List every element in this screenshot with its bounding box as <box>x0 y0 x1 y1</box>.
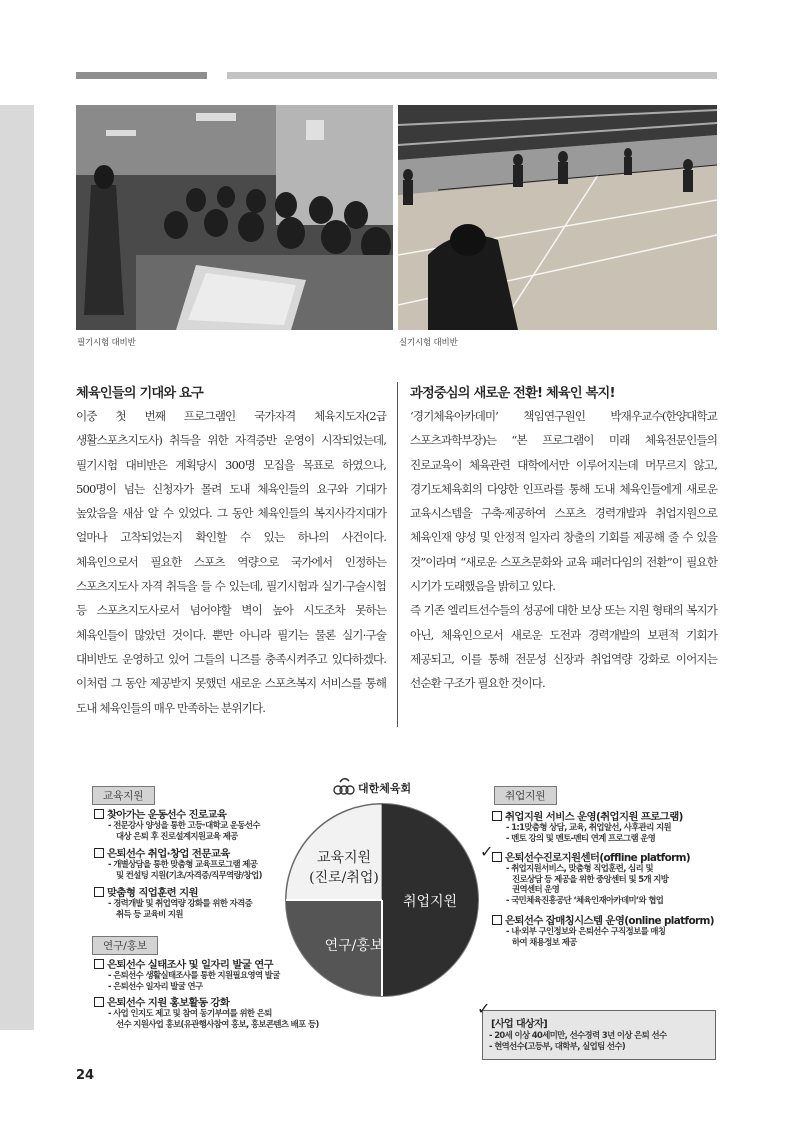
page-number: 24 <box>76 1068 95 1083</box>
target-box <box>477 999 716 1060</box>
education-item-3-sub: - 경력개발 및 취업역량 강화를 위한 자격증 취득 등 교육비 지원 <box>108 898 253 919</box>
research-tag: 연구/홍보 <box>92 936 158 955</box>
gym-photo <box>398 105 717 330</box>
checkbox-icon <box>492 811 502 821</box>
left-article-heading: 체육인들의 기대와 요구 <box>76 386 203 401</box>
right-article-body-2: 즉 기존 엘리트선수들의 성공에 대한 보상 또는 지원 형태의 복지가 아닌, 체육인으로서 새로운 도전과 경력개발의 보편적 기회가 제공되고, 이를 통해 전문성 신장과 취업역량 강화로 이어지는 선순환 구조가 필요한 것이다. <box>410 603 717 691</box>
education-item-3: 맞춤형 직업훈련 지원 <box>94 884 198 899</box>
check-mark-icon: ✓ <box>477 999 491 1018</box>
header-bar-short <box>76 72 207 79</box>
checkbox-icon <box>492 915 502 925</box>
target-lines: - 20세 이상 40세미만, 선수경력 3년 이상 은퇴 선수 - 현역선수(고등부, 대학부, 실업팀 선수) <box>489 1030 667 1051</box>
research-item-1-sub: - 은퇴선수 생활실태조사를 통한 지원필요영역 발굴 - 은퇴선수 일자리 발굴 연구 <box>108 970 280 991</box>
right-article-heading: 과정중심의 새로운 전환! 체육인 복지! <box>410 386 615 401</box>
research-item-1: 은퇴선수 실태조사 및 일자리 발굴 연구 <box>94 956 273 971</box>
header-bar-long <box>227 72 717 79</box>
employment-tag: 취업지원 <box>494 786 557 805</box>
right-photo-caption: 실기시험 대비반 <box>399 338 458 348</box>
column-divider <box>397 382 398 727</box>
checkbox-icon <box>94 848 104 858</box>
employment-item-3: 은퇴선수 잡매칭시스템 운영(online platform) <box>492 912 714 927</box>
checkbox-icon <box>94 887 104 897</box>
right-article <box>410 382 717 696</box>
side-tab <box>0 105 34 1030</box>
research-item-2-sub: - 사업 인지도 제고 및 참여 동기부여를 위한 은퇴 선수 지원사업 홍보(유관행사참여 홍보, 홍보콘텐츠 배포 등) <box>108 1008 319 1029</box>
employment-item-2-sub: - 취업지원서비스, 맞춤형 직업훈련, 심리 및 진로상담 등 제공을 위한 중앙센터 및 5개 지방 권역센터 운영 - 국민체육진흥공단 ‘체육인재아카데미’와 협업 <box>506 863 669 905</box>
right-article-body-1: ‘경기체육아카데미’ 책임연구원인 박재우교수(한양대학교 스포츠과학부장)는 “본 프로그램이 미래 체육전문인들의 진로교육이 체육관련 대학에서만 이루어지는데 머무르지 않고, 경기도체육회의 다양한 인프라를 통해 도내 체육인들에게 새로운 교육시스템을 구축·제공하여 스포츠 경력개발과 취업지원으로 체육인재 양성 및 안정적 일자리 창출의 기회를 제공해 줄 수 있을 것”이라며 “새로운 스포츠문화와 교육 패러다임의 전환”이 필요한 시기가 도래했음을 밝히고 있다. <box>410 409 717 594</box>
checkbox-icon <box>94 997 104 1007</box>
employment-item-1-sub: - 1:1맞춤형 상담, 교육, 취업알선, 사후관리 지원 - 멘토 강의 및 멘토-멘티 연계 프로그램 운영 <box>506 822 672 843</box>
education-item-2-sub: - 개별상담을 통한 맞춤형 교육프로그램 제공 및 컨설팅 지원(기초/자격증/직무역량/창업) <box>108 859 262 880</box>
education-tag: 교육지원 <box>92 786 155 805</box>
check-mark-icon: ✓ <box>480 842 494 861</box>
left-article <box>76 382 386 720</box>
program-circle <box>282 800 482 1000</box>
employment-item-2: 은퇴선수진로지원센터(offline platform) <box>492 849 690 864</box>
circle-research: 연구/홍보 <box>324 938 384 954</box>
circle-education-2: (진로/취업) <box>309 870 379 886</box>
checkbox-icon <box>94 809 104 819</box>
support-diagram <box>82 778 722 1068</box>
circle-employment: 취업지원 <box>402 894 458 910</box>
checkbox-icon <box>94 959 104 969</box>
left-photo-caption: 필기시험 대비반 <box>77 338 136 348</box>
classroom-photo <box>76 105 393 330</box>
checkbox-icon <box>492 852 502 862</box>
education-item-1-sub: - 전문강사 양성을 통한 고등·대학교 운동선수 대상 은퇴 후 진로설계지원교육 제공 <box>108 820 260 841</box>
left-article-body: 이중 첫 번째 프로그램인 국가자격 체육지도자(2급 생활스포츠지도사) 취득을 위한 자격증반 운영이 시작되었는데, 필기시험 대비반은 계획당시 300명 모집을 목표로 하였으나, 500명이 넘는 신청자가 몰려 도내 체육인들의 요구와 기대가 높았음을 새삼 알 수 있었다. 그 동안 체육인들의 복지사각지대가 얼마나 고착되었는지 확인할 수 있는 하나의 사건이다. 체육인으로서 필요한 스포츠 역량으로 국가에서 인정하는 스포츠지도사 자격 취득을 들 수 있는데, 필기시험과 실기·구술시험 등 스포츠지도사로서 넘어야할 벽이 높아 시도조차 못하는 체육인들이 많았던 것이다. 뿐만 아니라 필기는 물론 실기·구술 대비반도 운영하고 있어 그들의 니즈를 충족시켜주고 있다하겠다. 이처럼 그 동안 제공받지 못했던 새로운 스포츠복지 서비스를 통해 도내 체육인들의 매우 만족하는 분위기다. <box>76 409 386 715</box>
org-name: 대한체육회 <box>358 782 412 795</box>
research-item-2: 은퇴선수 지원 홍보활동 강화 <box>94 994 229 1009</box>
education-item-2: 은퇴선수 취업·창업 전문교육 <box>94 845 230 860</box>
education-item-1: 찾아가는 운동선수 진로교육 <box>94 806 226 821</box>
org-logo-icon <box>332 776 356 798</box>
target-title: [사업 대상자] <box>491 1019 548 1030</box>
employment-item-1: 취업지원 서비스 운영(취업지원 프로그램) <box>492 808 683 823</box>
employment-item-3-sub: - 내·외부 구인정보와 은퇴선수 구직정보를 매칭 하여 채용정보 제공 <box>506 926 666 947</box>
circle-education-1: 교육지원 <box>316 850 372 866</box>
